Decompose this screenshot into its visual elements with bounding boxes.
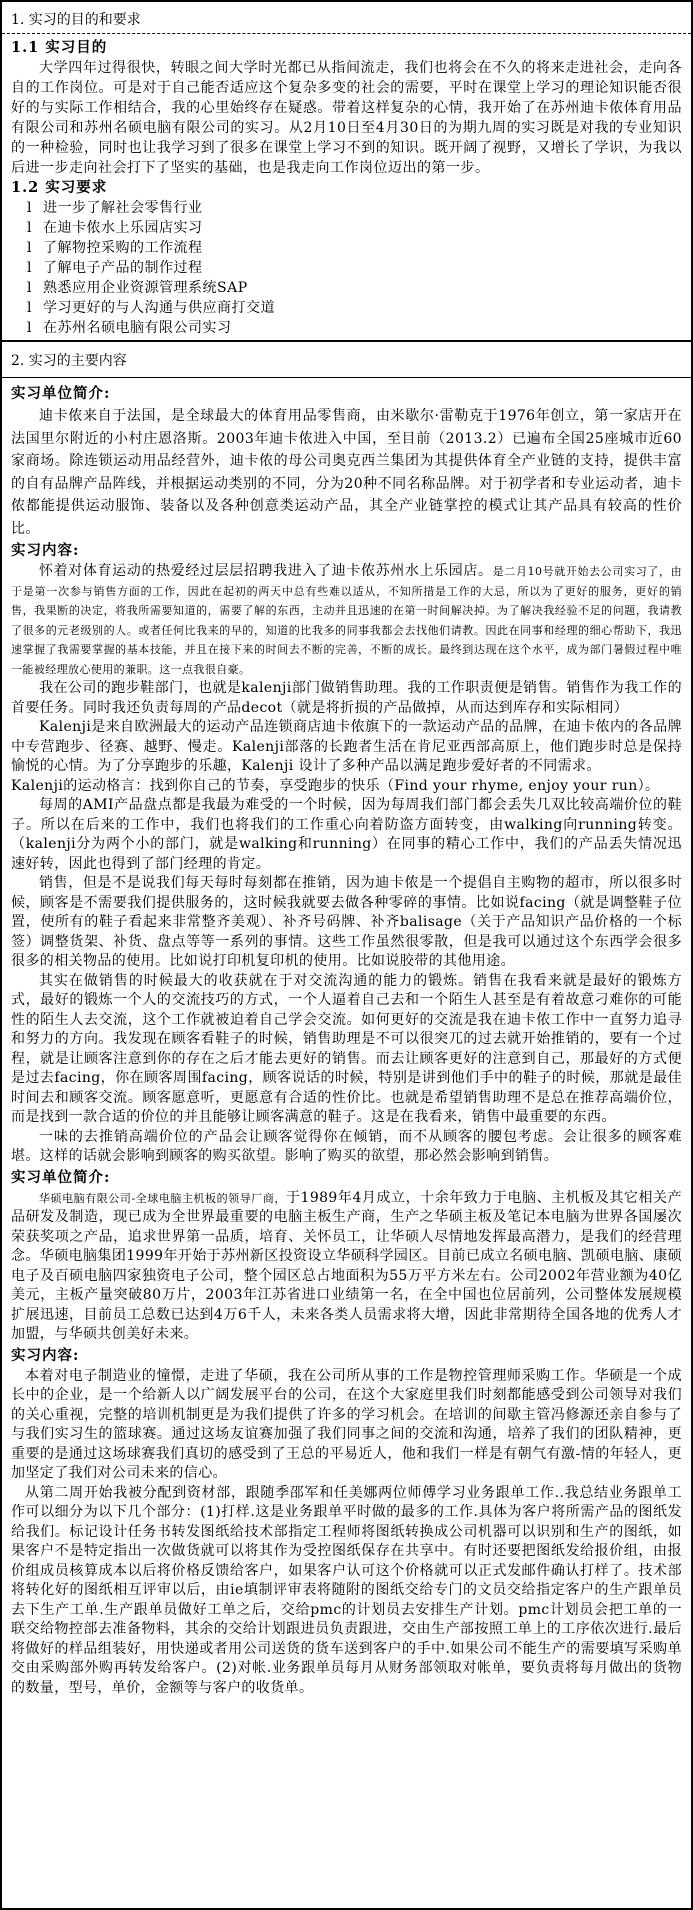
requirement-item [27,218,682,238]
text-run: 一味的去推销高端价位的产品会让顾客觉得你在倾销，而不从顾客的腰包考虑。会让很多的顾客难堪。这样的话就会影响到顾客的购买欲望。影响了购买的欲望，那必然会影响到销售。 [11,1128,682,1164]
requirement-text: 熟悉应用企业资源管理系统SAP [43,280,248,296]
requirement-item [27,258,682,278]
content-paragraph [11,1367,682,1484]
content-heading [11,383,682,405]
text-run: 其实在做销售的时候最大的收获就在于对交流沟通的能力的锻炼。销售在我看来就是最好的锻炼方式，最好的锻炼一个人的交流技巧的方式，一个人逼着自己去和一个陌生人甚至是有着故意刁难你的可能性的陌生人去交流，这个工作就被迫着自己学会交流。如何更好的交流是我在迪卡侬工作中一直努力追寻和努力的方向。我发现在顾客看鞋子的时候，销售助理是不可以很突兀的过去就开始推销的，要有一个过程，就是让顾客注意到你的存在之后才能去更好的销售。而去让顾客更好的注意到自己，那最好的方式便是过去facing，你在顾客周围facing，顾客说话的时候，特别是讲到他们手中的鞋子的时候，那就是最佳时间去和顾客交流。顾客愿意听，更愿意有合适的性价比。也就是希望销售助理不是总在推荐高端价位，而是找到一款合适的价位的并且能够让顾客满意的鞋子。这是在我看来，销售中最重要的东西。 [11,972,682,1125]
content-paragraph [11,1189,682,1345]
text-run: Kalenji的运动格言：找到你自己的节奏，享受跑步的快乐（Find your rhyme, enjoy your run）。 [11,777,660,794]
bullet-glyph: l [27,320,32,336]
requirement-text: 学习更好的与人沟通与供应商打交道 [43,300,275,316]
requirements-list [11,198,682,338]
text-run: 怀着对体育运动的热爱经过层层招聘我进入了迪卡侬苏州水上乐园店。 [39,563,493,579]
section1-heading: 1. 实习的目的和要求 [11,12,141,28]
content-paragraph [11,777,682,797]
text-run: 每周的AMI产品盘点都是我最为难受的一个时候，因为每周我们部门都会丢失几双比较高端价位的鞋子。所以在后来的工作中，我们也将我们的工作重心向着防盗方面转变，由walking向running转变。（kalenji分为两个小的部门，就是walking和running）在同事的精心工作中，我们的产品丢失情况迅速好转，因此也得到了部门经理的肯定。 [11,797,682,872]
purpose-paragraph: 大学四年过得很快，转眼之间大学时光都已从指间流走，我们也将会在不久的将来走进社会，走向各自的工作岗位。可是对于自己能否适应这个复杂多变的社会的需要，平时在课堂上学习的理论知识能否很好的与实际工作相结合，我的心里始终存在疑惑。带着这样复杂的心情，我开始了在苏州迪卡侬体育用品有限公司和苏州名硕电脑有限公司的实习。从2月10日至4月30日的为期九周的实习既是对我的专业知识的一种检验，同时也让我学习到了很多在课堂上学习不到的知识。既开阔了视野，又增长了学识，为我以后进一步走向社会打下了坚实的基础，也是我走向工作岗位迈出的第一步。 [11,60,682,176]
content-heading [11,1167,682,1189]
requirements-heading: 1.2 实习要求 [11,179,108,196]
section1-body-row [2,34,691,340]
text-run: 实习单位简介: [11,1168,111,1186]
requirement-item [27,238,682,258]
requirement-item [27,278,682,298]
content-paragraph [11,405,682,540]
requirement-text: 了解电子产品的制作过程 [43,260,203,276]
requirement-item [27,198,682,218]
section2-content [2,378,691,1908]
bullet-glyph: l [27,280,32,296]
text-run: 华硕电脑有限公司-全球电脑主机板的领导厂商， [39,1191,286,1205]
content-paragraph [11,679,682,718]
bullet-glyph: l [27,200,32,216]
content-paragraph [11,972,682,1128]
requirement-item [27,318,682,338]
requirement-text: 在迪卡侬水上乐园店实习 [43,220,203,236]
content-heading [11,540,682,562]
requirement-text: 了解物控采购的工作流程 [43,240,203,256]
requirement-item [27,298,682,318]
text-run: 从第二周开始我被分配到资材部，跟随季邵军和任美娜两位师傅学习业务跟单工作..我总结业务跟单工作可以细分为以下几个部分：(1)打样.这是业务跟单平时做的最多的工作.具体为客户将所需产品的图纸发给我们。标记设计任务书转发图纸给技术部指定工程师将图纸转换成公司机器可以识别和生产的图纸，如果客户不是特定指出一次做货就可以将其作为受控图纸保存在共享中。有时还要把图纸发给报价组，由报价组成员核算成本以后将价格反馈给客户，如果客户认可这个价格就可以正式发邮件确认打样了。技术部将转化好的图纸相互评审以后，由ie填制评审表将随附的图纸交给专门的文员交给指定客户的生产跟单员去下生产工单.生产跟单员做好工单之后，交给pmc的计划员去安排生产计划。pmc计划员会把工单的一联交给物控部去准备物料，其余的交给计划跟进员负责跟进，交由生产部按照工单上的工序依次进行.最后将做好的样品组装好，用快递或者用公司送货的货车送到客户的手中.如果公司不能生产的需要填写采购单交由采购部外购再转发给客户。(2)对帐.业务跟单员每月从财务部领取对帐单，要负责将每月做出的货物的数量，型号，单价，金额等与客户的收货单。 [11,1484,682,1696]
section2-header-row [2,340,691,378]
section1-header-row [2,2,691,34]
section2-heading: 2. 实习的主要内容 [11,353,127,369]
content-paragraph [11,718,682,777]
content-paragraph [11,1484,682,1699]
content-paragraph [11,874,682,972]
text-run: 实习内容: [11,1346,80,1364]
bullet-glyph: l [27,300,32,316]
content-paragraph [11,796,682,874]
content-paragraph [11,1128,682,1167]
content-heading [11,1345,682,1367]
text-run: 迪卡侬来自于法国，是全球最大的体育用品零售商，由米歇尔·雷勒克于1976年创立，第一家店开在法国里尔附近的小村庄恩洛斯。2003年迪卡侬进入中国，至目前（2013.2）已遍布全国25座城市近60家商场。除连锁运动用品经营外，迪卡侬的母公司奥克西兰集团为其提供体育全产业链的支持，提供丰富的自有品牌产品阵线，并根据运动类别的不同，分为20种不同名称品牌。对于初学者和专业运动者，迪卡侬都能提供运动服饰、装备以及各种创意类运动产品，其全产业链掌控的模式让其产品具有较高的性价比。 [11,408,682,537]
purpose-heading: 1.1 实习目的 [11,39,108,56]
text-run: 我在公司的跑步鞋部门，也就是kalenji部门做销售助理。我的工作职责便是销售。销售作为我工作的首要任务。同时我还负责每周的产品decot（就是将折损的产品做掉，从而达到库存和实际相同） [11,680,682,716]
content-paragraph [11,562,682,679]
bullet-glyph: l [27,260,32,276]
text-run: 是二月10号就开始去公司实习了，由于是第一次参与销售方面的工作，因此在起初的两天中总有些难以适从，不知所措是工作的大忌，所以为了更好的服务，更好的销售，我果断的决定，将我所需要知道的，需要了解的东西，主动并且迅速的在第一时间解决掉。为了解决我经验不足的问题，我请教了很多的元老级别的人。或者任何比我来的早的，知道的比我多的同事我都会去找他们请教。因此在同事和经理的细心帮助下，我迅速掌握了我需要掌握的基本技能，并且在接下来的时间去不断的完善，不断的成长。最终到达现在这个水平，成为部门暑假过程中唯一能被经理放心使用的兼职。这一点我很自豪。 [11,565,683,676]
text-run: 本着对电子制造业的憧憬，走进了华硕，我在公司所从事的工作是物控管理师采购工作。华硕是一个成长中的企业，是一个给新人以广阔发展平台的公司，在这个大家庭里我们时刻都能感受到公司领导对我们的关心重视，完整的培训机制更是为我们提供了许多的学习机会。在培训的间歇主管冯修源还亲自参与了与我们实习生的篮球赛。通过这场友谊赛加强了我们同事之间的交流和沟通，培养了我们的团队精神，更重要的是通过这场球赛我们真切的感受到了王总的平易近人，他和我们一样是有朝气有激-情的年轻人，更加坚定了我们对公司未来的信心。 [11,1367,682,1481]
text-run: 销售，但是不是说我们每天每时每刻都在推销，因为迪卡侬是一个提倡自主购物的超市，所以很多时候，顾客是不需要我们提供服务的，这时候我就要去做各种零碎的事情。比如说facing（就是调整鞋子位置，使所有的鞋子看起来非常整齐美观）、补齐号码牌、补齐balisage（关于产品知识产品价格的一个标签）调整货架、补货、盘点等等一系列的事情。这些工作虽然很零散，但是我可以通过这个东西学会很多很多的相关物品的使用。比如说打印机复印机的使用。比如说胶带的其他用途。 [11,875,682,969]
requirement-text: 进一步了解社会零售行业 [43,200,203,216]
text-run: Kalenji是来自欧洲最大的运动产品连锁商店迪卡侬旗下的一款运动产品的品牌，在迪卡侬内的各品牌中专营跑步、径赛、越野、慢走。Kalenji部落的长跑者生活在肯尼亚西部高原上，他们跑步时总是保持愉悦的心情。为了分享跑步的乐趣，Kalenji 设计了多种产品以满足跑步爱好者的不同需求。 [11,719,682,774]
text-run: 实习内容: [11,542,80,559]
bullet-glyph: l [27,240,32,256]
text-run: 于1989年4月成立，十余年致力于电脑、主机板及其它相关产品研发及制造，现已成为全世界最重要的电脑主板生产商，生产之华硕主板及笔记本电脑为世界各国屡次荣获奖项之产品，追求世界第一品质，培育、关怀员工，让华硕人尽情地发挥最高潜力，是我们的经营理念。华硕电脑集团1999年开始于苏州新区投资设立华硕科学园区。目前已成立名硕电脑、凯硕电脑、康硕电子及百硕电脑四家独资电子公司，整个园区总占地面积为55万平方米左右。公司2002年营业额为40亿美元，主板产量突破80万片，2003年江苏省进口业绩第一名，在全中国也位居前列，公司整体发展规模扩展迅速，目前员工总数已达到4万6千人，未来各类人员需求将大增，因此非常期待全国各地的优秀人才加盟，与华硕共创美好未来。 [11,1189,682,1342]
bullet-glyph: l [27,220,32,236]
requirement-text: 在苏州名硕电脑有限公司实习 [43,320,232,336]
text-run: 实习单位简介: [11,385,111,402]
